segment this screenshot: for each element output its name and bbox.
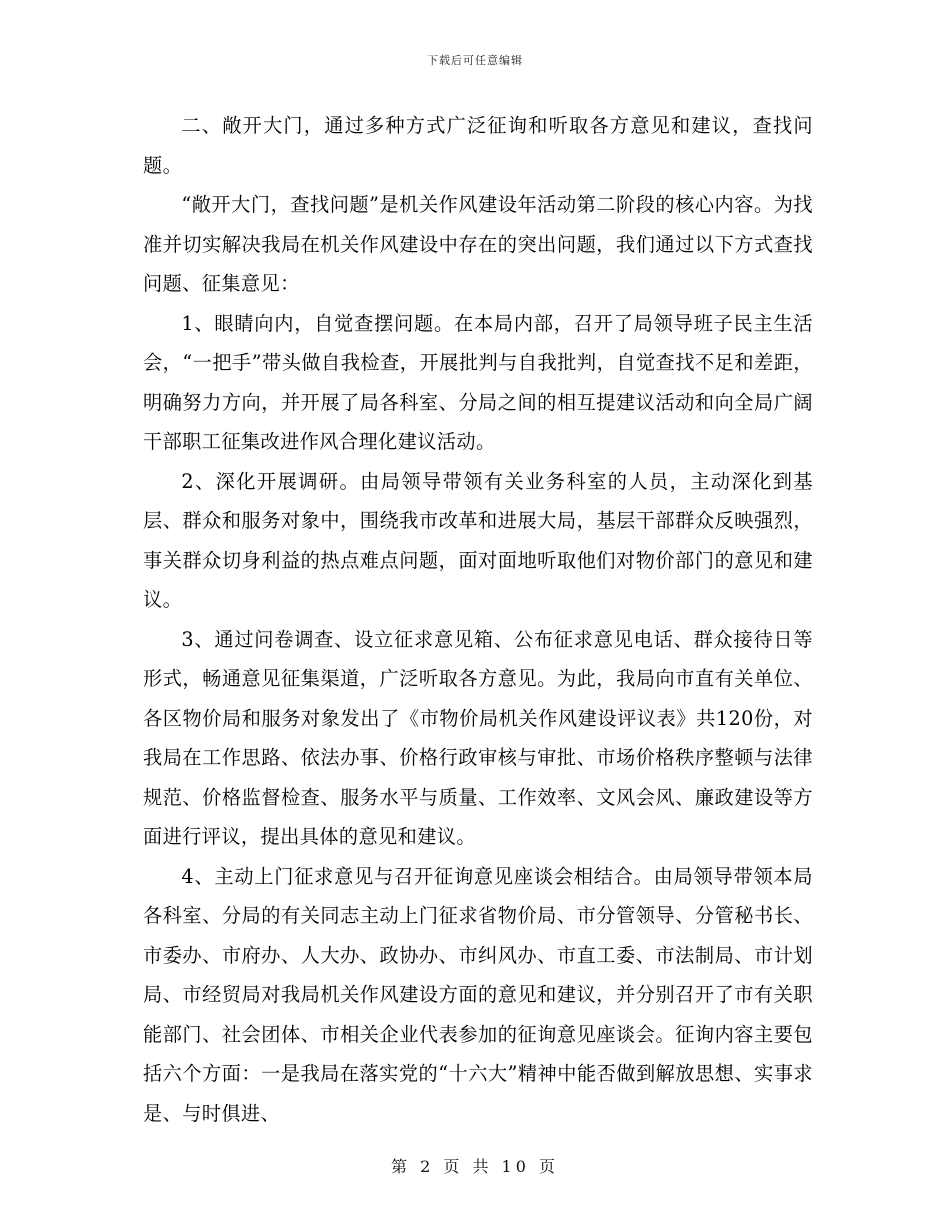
document-body xyxy=(143,106,813,1133)
paragraph-intro: “敞开大门，查找问题”是机关作风建设年活动第二阶段的核心内容。为找准并切实解决我局在机关作风建设中存在的突出问题，我们通过以下方式查找问题、征集意见： xyxy=(143,193,813,295)
page-number-footer: 第 2 页 共 10 页 xyxy=(391,1157,559,1176)
section-heading: 二、敞开大门，通过多种方式广泛征询和听取各方意见和建议，查找问题。 xyxy=(143,114,813,177)
paragraph-item-3: 3、通过问卷调查、设立征求意见箱、公布征求意见电话、群众接待日等形式，畅通意见征集渠道，广泛听取各方意见。为此，我局向市直有关单位、各区物价局和服务对象发出了《市物价局机关作风建设评议表》共120份，对我局在工作思路、依法办事、价格行政审核与审批、市场价格秩序整顿与法律规范、价格监督检查、服务水平与质量、工作效率、文风会风、廉政建设等方面进行评议，提出具体的意见和建议。 xyxy=(143,627,813,848)
paragraph-item-4: 4、主动上门征求意见与召开征询意见座谈会相结合。由局领导带领本局各科室、分局的有关同志主动上门征求省物价局、市分管领导、分管秘书长、市委办、市府办、人大办、政协办、市纠风办、市直工委、市法制局、市计划局、市经贸局对我局机关作风建设方面的意见和建议，并分别召开了市有关职能部门、社会团体、市相关企业代表参加的征询意见座谈会。征询内容主要包括六个方面：一是我局在落实党的“十六大”精神中能否做到解放思想、实事求是、与时俱进、 xyxy=(143,864,813,1125)
page-header: 下载后可任意编辑 xyxy=(427,54,523,67)
paragraph-item-1: 1、眼睛向内，自觉查摆问题。在本局内部，召开了局领导班子民主生活会，“一把手”带头做自我检查，开展批判与自我批判，自觉查找不足和差距，明确努力方向，并开展了局各科室、分局之间的相互提建议活动和向全局广阔干部职工征集改进作风合理化建议活动。 xyxy=(143,311,813,453)
paragraph-item-2: 2、深化开展调研。由局领导带领有关业务科室的人员，主动深化到基层、群众和服务对象中，围绕我市改革和进展大局，基层干部群众反映强烈，事关群众切身利益的热点难点问题，面对面地听取他们对物价部门的意见和建议。 xyxy=(143,469,813,611)
